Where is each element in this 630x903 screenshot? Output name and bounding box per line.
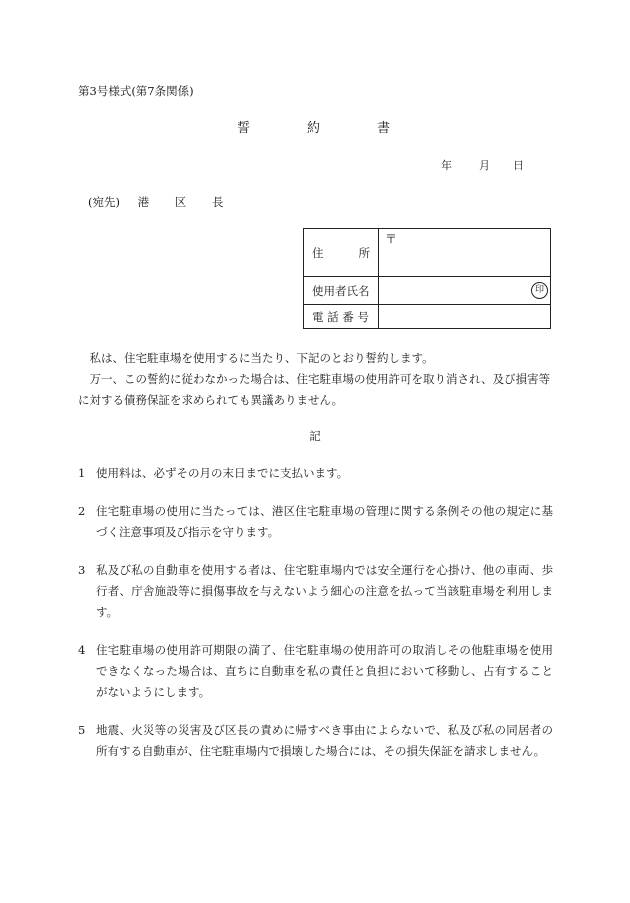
item-number: 3 [78,563,86,577]
item-number: 5 [78,723,86,737]
ki-heading: 記 [309,429,321,443]
item-number: 2 [78,504,86,518]
document-title [0,117,630,137]
pledge-list [78,463,553,779]
item-text: 住宅駐車場の使用に当たっては、港区住宅駐車場の管理に関する条例その他の規定に基づく注意事項及び指示を守ります。 [96,504,553,539]
item-text: 私及び私の自動車を使用する者は、住宅駐車場内では安全運行を心掛け、他の車両、歩行者、庁舎施設等に損傷事故を与えないよう細心の注意を払って当該駐車場を利用します。 [96,563,553,619]
postal-mark: 〒 [385,232,398,246]
item-number: 1 [78,466,86,480]
date-line [0,157,630,173]
addressee-char-2: 区 [174,195,187,209]
addressee-char-1: 港 [137,195,150,209]
addressee-label: (宛先) [88,195,120,209]
applicant-info-table [303,228,551,329]
item-number: 4 [78,643,86,657]
addressee-char-3: 長 [211,195,224,209]
title-char-2: 約 [307,121,321,136]
list-item [78,463,553,484]
title-char-1: 誓 [237,121,251,136]
address-field[interactable] [379,229,551,277]
intro-line-2: 万一、この誓約に従わなかった場合は、住宅駐車場の使用許可を取り消され、及び損害等に対する債務保証を求められても異議ありません。 [78,372,551,407]
phone-label: 電 話 番 号 [304,305,379,329]
title-char-3: 書 [377,121,391,136]
phone-field[interactable] [379,305,551,329]
name-label: 使用者氏名 [304,277,379,305]
intro-paragraph [78,348,553,411]
name-field[interactable] [379,277,551,305]
seal-mark: 印 [531,282,548,299]
list-item [78,720,553,762]
item-text: 住宅駐車場の使用許可期限の満了、住宅駐車場の使用許可の取消しその他駐車場を使用できなくなった場合は、直ちに自動車を私の責任と負担において移動し、占有することがないようにします。 [96,643,553,699]
address-label: 住 所 [304,229,379,277]
list-item [78,501,553,543]
date-month-label: 月 [479,159,490,172]
form-number: 第3号様式(第7条関係) [78,84,194,98]
date-year-label: 年 [441,159,452,172]
item-text: 地震、火災等の災害及び区長の責めに帰すべき事由によらないで、私及び私の同居者の所有する自動車が、住宅駐車場内で損壊した場合には、その損失保証を請求しません。 [96,723,553,758]
item-text: 使用料は、必ずその月の末日までに支払います。 [96,466,349,480]
list-item [78,560,553,623]
addressee [88,194,223,210]
intro-line-1: 私は、住宅駐車場を使用するに当たり、下記のとおり誓約します。 [89,351,434,365]
list-item [78,640,553,703]
date-day-label: 日 [513,159,524,172]
